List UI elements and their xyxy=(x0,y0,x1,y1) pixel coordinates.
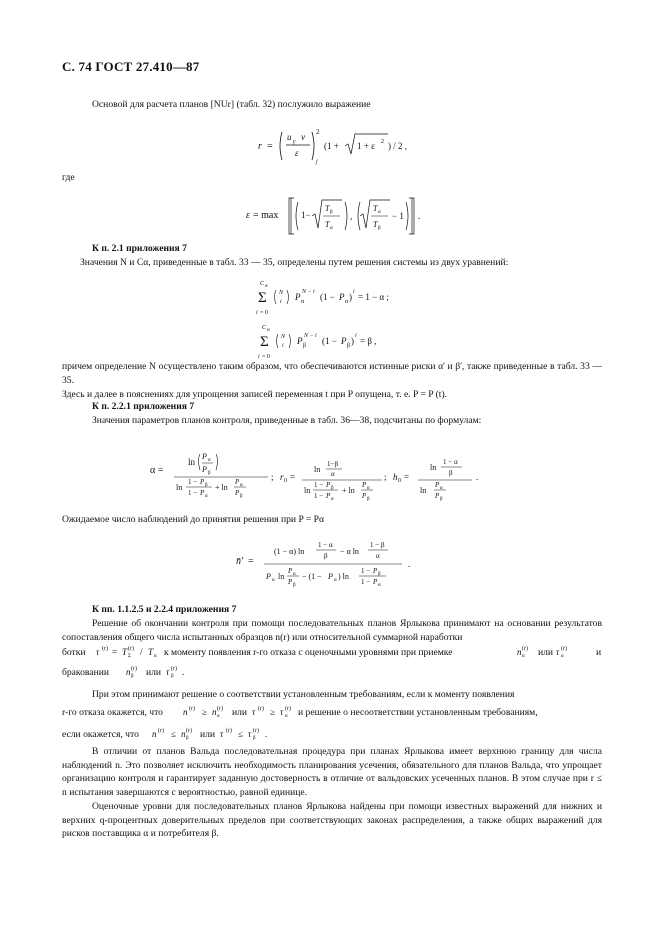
svg-text:i: i xyxy=(258,354,260,360)
svg-text:(r): (r) xyxy=(226,728,232,734)
svg-text:(r): (r) xyxy=(285,706,291,712)
formula-epsilon xyxy=(246,196,426,236)
svg-text:ln: ln xyxy=(420,486,427,495)
section-3-text-3: В отличии от планов Вальда последовательная процедура при планах Ярлыкова имеет верхнюю границу для числа наблюдений n. Это позволяет исключить необходимость планирования усечения, обязательного для планов Вальда, что упрощает организацию контроля и гарантирует заданную достоверность в отличие от вальдовских усеченных планов. В этом случае при r ≤ n испытания завершаются с вероятностью, равной единице. xyxy=(62,746,602,798)
svg-text:r: r xyxy=(258,141,262,152)
svg-text:) / 2 ,: ) / 2 , xyxy=(388,141,407,151)
svg-text:T: T xyxy=(122,647,128,657)
formula-sum-2 xyxy=(258,320,428,362)
svg-text:ln: ln xyxy=(430,463,437,472)
svg-text:(r): (r) xyxy=(102,646,108,652)
svg-text:β: β xyxy=(347,343,351,349)
svg-text:1 −: 1 − xyxy=(188,489,198,497)
svg-text:β: β xyxy=(171,674,174,679)
svg-text:P: P xyxy=(235,489,240,497)
svg-text:α: α xyxy=(331,470,335,478)
svg-text:P: P xyxy=(362,492,367,500)
svg-text:1 −: 1 − xyxy=(361,578,371,586)
svg-text:β: β xyxy=(449,469,453,477)
text-moment: к моменту появления r-го отказа с оценочными уровнями при приемке xyxy=(164,647,453,658)
svg-text:=: = xyxy=(248,556,254,567)
svg-text:P: P xyxy=(373,567,378,575)
svg-text:β: β xyxy=(367,497,370,502)
svg-text:β: β xyxy=(330,210,333,215)
section-title-1-1-2-5: К пп. 1.1.2.5 и 2.2.4 приложения 7 xyxy=(92,604,237,615)
svg-text:β: β xyxy=(131,674,134,679)
svg-text:2: 2 xyxy=(316,128,320,136)
svg-text:=: = xyxy=(267,141,273,152)
svg-text:ln: ln xyxy=(304,486,311,495)
svg-text:Σ: Σ xyxy=(128,654,131,659)
svg-text:≥: ≥ xyxy=(270,707,275,717)
svg-text:α: α xyxy=(208,458,211,463)
svg-text:≤: ≤ xyxy=(238,729,243,739)
svg-text:n̄': n̄' xyxy=(236,556,244,567)
svg-text:i: i xyxy=(355,333,357,339)
text-nonconform: и решение о несоответствии установленным требованиям, xyxy=(298,707,538,718)
svg-text:h: h xyxy=(393,472,398,482)
svg-text:τ: τ xyxy=(556,647,560,657)
svg-text:или: или xyxy=(200,729,216,740)
svg-text:− (1 −: − (1 − xyxy=(302,572,322,581)
svg-text:P: P xyxy=(326,492,331,500)
svg-text:i: i xyxy=(353,289,355,295)
svg-text:β: β xyxy=(324,552,328,560)
svg-text:α: α xyxy=(293,572,296,577)
paragraph-intro: Основой для расчета планов [NUr] (табл. 32) послужило выражение xyxy=(92,99,371,110)
svg-text:β: β xyxy=(303,343,307,349)
svg-text:ботки: ботки xyxy=(62,647,86,658)
svg-text:β: β xyxy=(205,483,208,488)
svg-text:= max: = max xyxy=(253,210,279,221)
svg-text:β: β xyxy=(240,494,243,499)
svg-text:.: . xyxy=(408,559,411,569)
svg-text:β: β xyxy=(208,471,211,476)
svg-text:α: α xyxy=(561,654,564,659)
svg-text:i: i xyxy=(256,310,258,316)
svg-text:P: P xyxy=(373,578,378,586)
inline-reject-line xyxy=(62,664,262,680)
svg-text:α: α xyxy=(267,328,270,333)
svg-text:α: α xyxy=(376,552,380,560)
section-title-2-2-1: К п. 2.2.1 приложения 7 xyxy=(92,401,195,412)
svg-text:1 −: 1 − xyxy=(314,492,324,500)
svg-text:β: β xyxy=(186,736,189,741)
svg-text:τ: τ xyxy=(252,707,256,717)
eq1-rhs: = 1 − α ; xyxy=(358,292,389,302)
formula-n-expected xyxy=(236,532,436,588)
svg-text:P: P xyxy=(200,489,205,497)
text-and: и xyxy=(596,647,602,658)
svg-text:n: n xyxy=(181,729,186,739)
svg-text:(1 +: (1 + xyxy=(324,141,339,151)
svg-text:C: C xyxy=(262,325,267,331)
svg-text:α: α xyxy=(330,226,333,231)
svg-text:α: α xyxy=(217,714,220,719)
svg-text:=: = xyxy=(404,472,410,482)
svg-text:= 0: = 0 xyxy=(260,310,268,316)
section-3-text-1: Решение об окончании контроля при помощи последовательных планов Ярлыкова принимают на основании результатов сопоставления общего числа испытанных образцов n(r) или относительной суммарной наработки xyxy=(62,618,602,643)
svg-text:τ: τ xyxy=(248,729,252,739)
svg-text:(1 −: (1 − xyxy=(322,336,337,346)
svg-text:(r): (r) xyxy=(186,728,192,734)
svg-text:i: i xyxy=(280,299,282,305)
inline-reject-condition xyxy=(62,726,322,742)
svg-text:P: P xyxy=(200,478,205,486)
svg-text:или: или xyxy=(232,707,248,718)
svg-text:P: P xyxy=(235,478,240,486)
svg-text:(r): (r) xyxy=(253,728,259,734)
svg-text:(1 − α) ln: (1 − α) ln xyxy=(274,547,305,556)
svg-text:;: ; xyxy=(384,472,387,482)
svg-text:T: T xyxy=(148,647,154,657)
formula-sum-1 xyxy=(256,276,426,318)
svg-text:.: . xyxy=(418,211,421,221)
svg-text:γ: γ xyxy=(293,139,296,145)
svg-text:α: α xyxy=(205,494,208,499)
svg-text:P: P xyxy=(202,465,207,474)
svg-text:τ: τ xyxy=(220,729,224,739)
svg-text:r: r xyxy=(280,472,284,482)
svg-text:1 −: 1 − xyxy=(361,567,371,575)
svg-text:− 1: − 1 xyxy=(392,211,404,221)
svg-text:P: P xyxy=(288,567,293,575)
svg-text:α: α xyxy=(272,578,275,583)
svg-text:≤: ≤ xyxy=(171,729,176,739)
svg-text:+ ln: + ln xyxy=(215,483,228,492)
svg-text:ln: ln xyxy=(314,465,321,474)
svg-text:α: α xyxy=(345,299,349,305)
svg-text:P: P xyxy=(328,572,333,581)
svg-text:1 −: 1 − xyxy=(314,481,324,489)
svg-text:(r): (r) xyxy=(158,728,164,734)
svg-text:ε: ε xyxy=(295,148,299,158)
svg-text:.: . xyxy=(265,729,268,739)
svg-text:β: β xyxy=(440,497,443,502)
svg-text:P: P xyxy=(362,481,367,489)
svg-text:P: P xyxy=(202,452,207,461)
svg-text:Σ: Σ xyxy=(260,334,269,350)
svg-text:(r): (r) xyxy=(189,706,195,712)
svg-text:P: P xyxy=(297,336,303,346)
svg-text:τ: τ xyxy=(96,647,100,657)
svg-text:T: T xyxy=(373,204,378,213)
svg-text:N: N xyxy=(281,334,286,340)
page-header: С. 74 ГОСТ 27.410—87 xyxy=(62,59,200,74)
svg-text:i: i xyxy=(282,343,284,349)
svg-text:α: α xyxy=(265,284,268,289)
svg-text:v: v xyxy=(301,132,305,142)
text-or: или xyxy=(538,647,554,658)
svg-text:P: P xyxy=(288,578,293,586)
svg-text:τ: τ xyxy=(280,707,284,717)
svg-text:N: N xyxy=(279,290,284,296)
inline-accept-line xyxy=(62,704,602,720)
svg-text:ln: ln xyxy=(176,483,183,492)
svg-text:n: n xyxy=(126,667,131,677)
svg-text:α: α xyxy=(378,583,381,588)
svg-text:j: j xyxy=(316,159,318,165)
svg-text:T: T xyxy=(325,220,330,229)
svg-text:1 − α: 1 − α xyxy=(318,541,333,549)
svg-text:P: P xyxy=(339,292,345,302)
paragraph-expected-obs: Ожидаемое число наблюдений до принятия решения при P = Pα xyxy=(62,514,324,525)
svg-text:=: = xyxy=(112,647,118,657)
svg-text:α: α xyxy=(367,486,370,491)
svg-text:P: P xyxy=(341,336,347,346)
svg-text:α: α xyxy=(440,486,443,491)
svg-text:C: C xyxy=(260,281,265,287)
svg-text:1 − β: 1 − β xyxy=(370,541,385,549)
svg-text:(r): (r) xyxy=(258,706,264,712)
svg-text:n: n xyxy=(212,707,217,717)
svg-text:u: u xyxy=(287,132,292,142)
svg-text:β: β xyxy=(331,486,334,491)
svg-text:β: β xyxy=(293,583,296,588)
svg-text:+ ln: + ln xyxy=(342,486,355,495)
section-2-2-1-text: Значения параметров планов контроля, приведенные в табл. 36—38, подсчитаны по формулам: xyxy=(92,415,482,426)
paragraph-note-t: Здесь и далее в пояснениях для упрощения записей переменная t при P опущена, т. е. P = P (t). xyxy=(62,389,448,400)
svg-text:,: , xyxy=(350,211,353,221)
svg-text:P: P xyxy=(435,492,440,500)
svg-text:2: 2 xyxy=(381,139,384,145)
svg-text:≥: ≥ xyxy=(202,707,207,717)
svg-text:P: P xyxy=(326,481,331,489)
svg-text:или: или xyxy=(146,667,162,678)
svg-text:ln: ln xyxy=(278,572,285,581)
svg-text:α: α xyxy=(301,299,305,305)
text-if: если окажется, что xyxy=(62,729,139,740)
paragraph-risks: причем определение N осуществлено таким образом, что обеспечиваются истинные риски α' и β', также приведенные в табл. 33 — 35. xyxy=(62,361,602,386)
svg-text:=: = xyxy=(290,472,296,482)
svg-text:T: T xyxy=(373,220,378,229)
svg-text:α: α xyxy=(154,654,157,659)
svg-text:;: ; xyxy=(271,472,274,482)
svg-text:= 0: = 0 xyxy=(262,354,270,360)
svg-text:β: β xyxy=(253,736,256,741)
svg-text:− α ln: − α ln xyxy=(340,547,359,556)
svg-text:1 −: 1 − xyxy=(188,478,198,486)
svg-text:α =: α = xyxy=(150,465,164,476)
svg-text:N − i: N − i xyxy=(304,333,317,339)
svg-text:(r): (r) xyxy=(128,646,134,652)
eq2-rhs: = β , xyxy=(360,336,377,346)
svg-text:ε: ε xyxy=(246,210,250,221)
svg-text:N − i: N − i xyxy=(302,289,315,295)
svg-text:α: α xyxy=(378,210,381,215)
svg-text:) ln: ) ln xyxy=(338,572,349,581)
svg-text:(r): (r) xyxy=(561,646,567,652)
where-label: где xyxy=(62,172,75,183)
svg-text:1 − α: 1 − α xyxy=(443,458,458,466)
svg-text:ln: ln xyxy=(188,457,196,467)
svg-text:α: α xyxy=(240,483,243,488)
section-3-text-4: Оценочные уровни для последовательных планов Ярлыкова найдены при помощи известных выражений для нижних и верхних q-процентных доверительных пределов при соответствующих законах распределения, а также общих выражений для рисков поставщика α и потребителя β. xyxy=(62,801,602,840)
svg-text:): ) xyxy=(349,292,352,302)
svg-text:β: β xyxy=(378,226,381,231)
svg-text:α: α xyxy=(522,654,525,659)
svg-text:β: β xyxy=(378,572,381,577)
svg-text:(r): (r) xyxy=(131,666,137,672)
svg-text:P: P xyxy=(295,292,301,302)
svg-text:P: P xyxy=(266,572,271,581)
svg-text:): ) xyxy=(351,336,354,346)
svg-text:1 + ε: 1 + ε xyxy=(357,141,375,151)
svg-text:(1 −: (1 − xyxy=(320,292,335,302)
svg-text:0: 0 xyxy=(398,478,401,484)
svg-text:.: . xyxy=(182,667,185,677)
svg-text:n: n xyxy=(183,707,188,717)
svg-text:/: / xyxy=(140,647,143,657)
svg-text:P: P xyxy=(435,481,440,489)
svg-text:1−: 1− xyxy=(301,210,311,220)
svg-text:0: 0 xyxy=(284,478,287,484)
text-rejection: браковании xyxy=(62,667,109,678)
svg-text:1−β: 1−β xyxy=(327,460,339,468)
formula-alpha-r0-h0 xyxy=(150,440,510,500)
svg-text:α: α xyxy=(331,497,334,502)
svg-text:(r): (r) xyxy=(217,706,223,712)
inline-tau-line xyxy=(62,644,602,660)
svg-text:α: α xyxy=(334,578,337,583)
svg-text:Σ: Σ xyxy=(258,290,267,306)
svg-text:τ: τ xyxy=(166,667,170,677)
formula-r xyxy=(258,124,428,168)
svg-text:(r): (r) xyxy=(522,646,528,652)
svg-text:(r): (r) xyxy=(171,666,177,672)
svg-text:n: n xyxy=(517,647,522,657)
svg-text:α: α xyxy=(285,714,288,719)
svg-text:n: n xyxy=(152,729,157,739)
text-rth: r-го отказа окажется, что xyxy=(62,707,163,718)
section-title-2-1: К п. 2.1 приложения 7 xyxy=(92,243,187,254)
section-3-text-2: При этом принимают решение о соответствии установленным требованиям, если к моменту появления xyxy=(92,689,515,700)
svg-text:.: . xyxy=(476,472,479,482)
section-2-1-text: Значения N и Cα, приведенные в табл. 33 — 35, определены путем решения системы из двух уравнений: xyxy=(80,257,509,268)
svg-text:T: T xyxy=(325,204,330,213)
